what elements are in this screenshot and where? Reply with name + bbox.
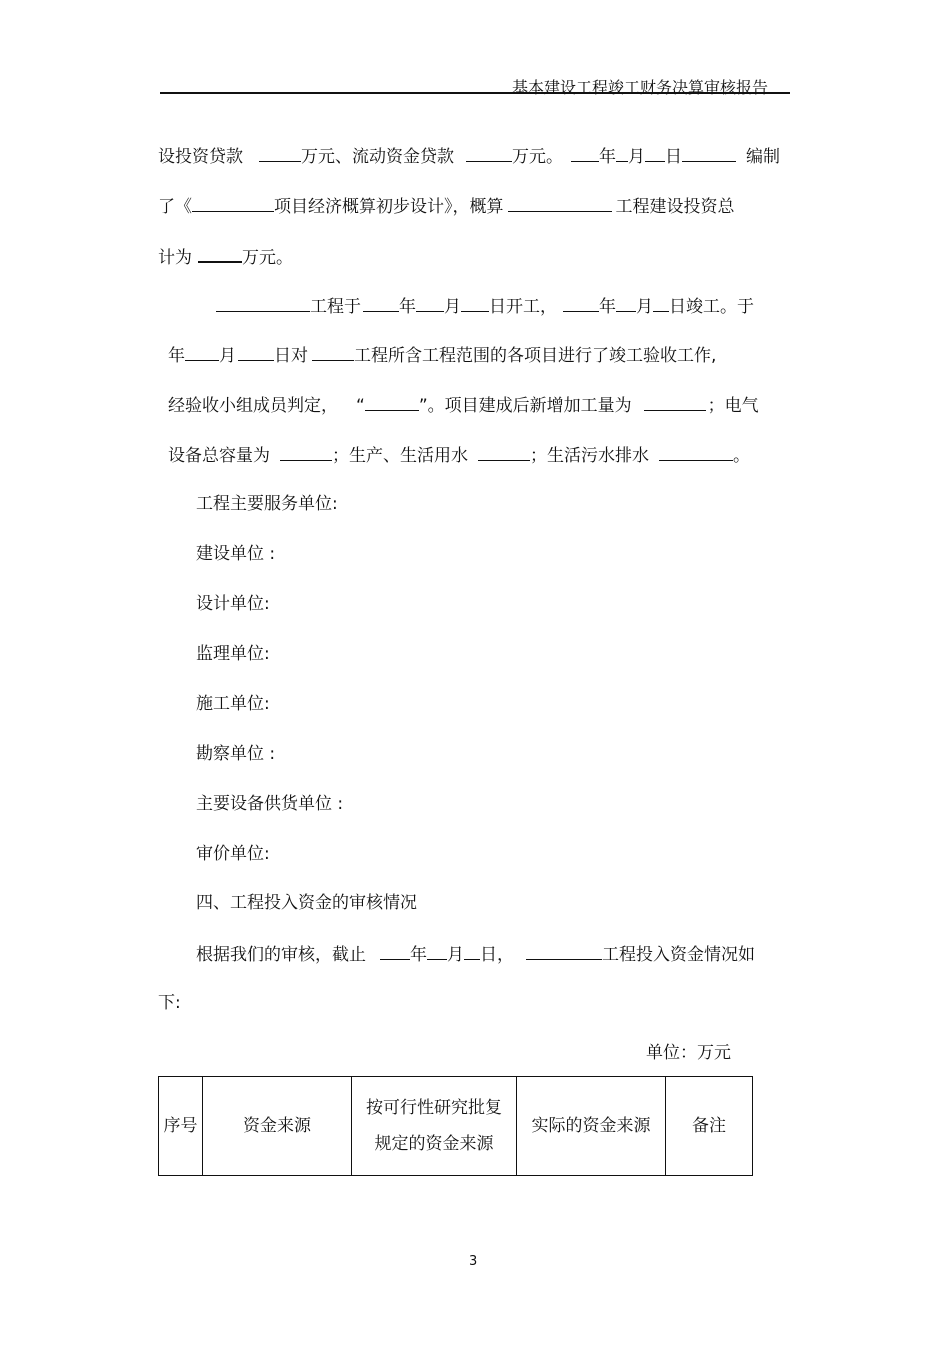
blank-field <box>365 396 419 411</box>
text-segment: 年 <box>599 297 616 317</box>
section-4-line-1 <box>196 945 755 964</box>
text-segment: 月 <box>444 297 461 317</box>
section-4-heading: 四、工程投入资金的审核情况 <box>196 893 417 913</box>
funds-table <box>158 1076 753 1176</box>
paragraph-2-line-4 <box>168 446 750 465</box>
col-header-source: 资金来源 <box>203 1077 352 1176</box>
blank-field <box>508 197 612 212</box>
text-segment: ；电气 <box>707 396 759 416</box>
col-header-seq: 序号 <box>159 1077 203 1176</box>
text-segment: 日竣工。于 <box>669 297 754 317</box>
text-segment: ”。项目建成后新增加工量为 <box>418 396 632 416</box>
text-segment: 年 <box>399 297 416 317</box>
text-segment: 项目经济概算初步设计》，概算 <box>274 197 504 217</box>
page-number: 3 <box>469 1254 478 1269</box>
text-segment: 万元。 <box>242 248 293 268</box>
equipment-supplier-label: 主要设备供货单位 : <box>196 794 344 814</box>
text-segment: ；生活污水排水 <box>530 446 649 466</box>
header-rule <box>160 92 790 94</box>
text-segment: 日 <box>665 147 682 167</box>
col-header-remark: 备注 <box>666 1077 753 1176</box>
pricing-unit-label: 审价单位: <box>196 844 270 864</box>
blank-field <box>280 446 332 461</box>
text-segment: 月 <box>628 147 645 167</box>
text-segment: 工程建设投资总 <box>615 197 735 217</box>
text-segment: 编制 <box>746 147 780 167</box>
text-segment: 根据我们的审核，截止 <box>196 945 366 965</box>
text-segment: 万元、流动资金贷款 <box>301 147 454 167</box>
paragraph-1-line-2 <box>158 197 735 216</box>
blank-field <box>616 147 628 162</box>
text-segment: “ <box>356 396 365 416</box>
blank-field <box>682 147 736 162</box>
blank-field <box>198 247 242 263</box>
text-segment: 月 <box>636 297 653 317</box>
blank-field <box>644 396 706 411</box>
service-units-heading: 工程主要服务单位: <box>196 494 338 514</box>
blank-field <box>259 147 301 162</box>
blank-field <box>466 147 512 162</box>
blank-field <box>478 446 530 461</box>
paragraph-2-line-2 <box>168 346 716 365</box>
blank-field <box>571 147 599 162</box>
blank-field <box>427 945 447 960</box>
text-segment: 月 <box>219 346 236 366</box>
col-header-approved-line-1: 按可行性研究批复 <box>366 1098 502 1118</box>
table-header-row <box>159 1077 753 1176</box>
col-header-actual-source: 实际的资金来源 <box>517 1077 666 1176</box>
text-segment: 月 <box>447 945 464 965</box>
text-segment: 经验收小组成员判定， <box>168 396 338 416</box>
unit-label: 单位：万元 <box>646 1043 731 1063</box>
col-header-approved-line-2: 规定的资金来源 <box>374 1134 494 1154</box>
paragraph-2-line-1 <box>216 297 754 316</box>
supervision-unit-label: 监理单位: <box>196 644 270 664</box>
blank-field <box>659 446 733 461</box>
text-segment: 了《 <box>158 197 192 217</box>
blank-field <box>185 346 219 361</box>
col-header-approved-source <box>352 1077 517 1176</box>
text-segment: 设投资贷款 <box>158 147 243 167</box>
survey-unit-label: 勘察单位 : <box>196 744 276 764</box>
text-segment: 万元。 <box>512 147 563 167</box>
text-segment: 日， <box>480 945 514 965</box>
section-4-line-2: 下: <box>158 993 181 1013</box>
text-segment: 。 <box>733 446 750 466</box>
text-segment: 年 <box>410 945 427 965</box>
blank-field <box>238 346 274 361</box>
blank-field <box>363 297 399 312</box>
design-unit-label: 设计单位: <box>196 594 270 614</box>
paragraph-1-line-3 <box>158 247 293 267</box>
blank-field <box>312 346 354 361</box>
text-segment: 工程投入资金情况如 <box>602 945 755 965</box>
blank-field <box>192 197 274 212</box>
text-segment: 年 <box>168 346 185 366</box>
blank-field <box>526 945 602 960</box>
blank-field <box>563 297 599 312</box>
text-segment: ；生产、生活用水 <box>332 446 468 466</box>
blank-field <box>616 297 636 312</box>
blank-field <box>216 297 310 312</box>
blank-field <box>461 297 489 312</box>
builder-unit-label: 施工单位: <box>196 694 270 714</box>
text-segment: 日开工， <box>489 297 557 317</box>
text-segment: 年 <box>599 147 616 167</box>
paragraph-2-line-3 <box>168 396 759 415</box>
blank-field <box>653 297 669 312</box>
text-segment: 日对 <box>274 346 308 366</box>
text-segment: 工程所含工程范围的各项目进行了竣工验收工作, <box>354 346 717 366</box>
blank-field <box>645 147 665 162</box>
blank-field <box>380 945 410 960</box>
header-title: 基本建设工程竣工财务决算审核报告 <box>511 78 768 97</box>
text-segment: 计为 <box>158 248 192 268</box>
text-segment: 设备总容量为 <box>168 446 270 466</box>
text-segment: 工程于 <box>310 297 361 317</box>
construction-unit-label: 建设单位 : <box>196 544 276 564</box>
blank-field <box>416 297 444 312</box>
blank-field <box>464 945 480 960</box>
paragraph-1-line-1 <box>158 147 780 166</box>
